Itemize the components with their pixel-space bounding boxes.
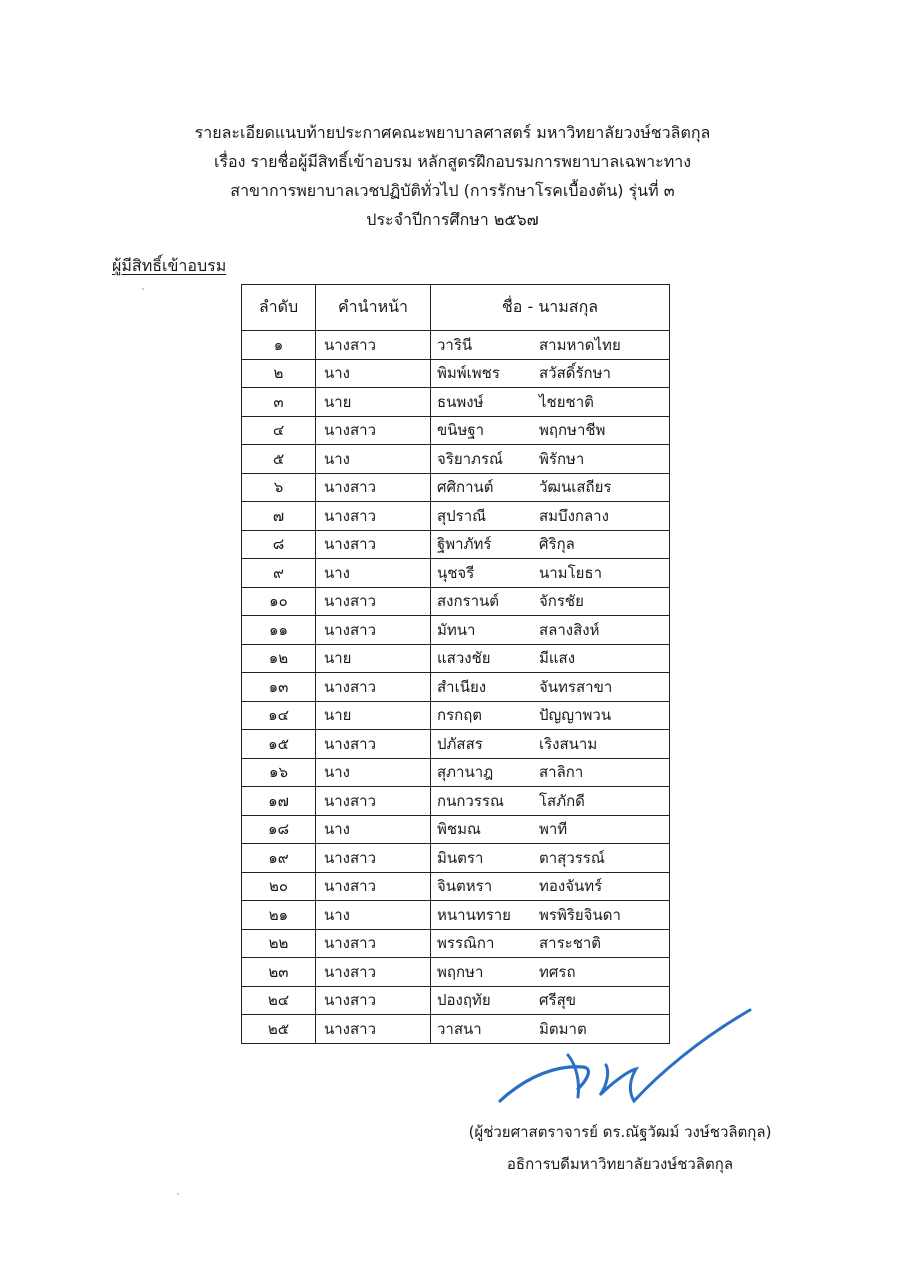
- table-row: [242, 958, 670, 987]
- row-last-name: สมบึงกลาง: [539, 506, 609, 525]
- row-first-name: กนกวรรณ: [437, 791, 504, 810]
- row-title: นางสาว: [316, 872, 431, 901]
- row-number: ๒๐: [242, 872, 316, 901]
- row-last-name: มิตมาต: [539, 1019, 587, 1038]
- row-title: นาง: [316, 758, 431, 787]
- row-first-name: พิมพ์เพชร: [437, 364, 500, 383]
- row-first-name: มินตรา: [437, 848, 484, 867]
- table-row: [242, 644, 670, 673]
- row-title: นางสาว: [316, 673, 431, 702]
- table-row: [242, 730, 670, 759]
- row-number: ๑๗: [242, 787, 316, 816]
- table-row: [242, 901, 670, 930]
- row-last-name: เริงสนาม: [539, 734, 598, 753]
- table-row: [242, 473, 670, 502]
- row-last-name: ศรีสุข: [539, 991, 576, 1010]
- table-row: [242, 388, 670, 417]
- row-number: ๒๒: [242, 929, 316, 958]
- row-full-name: [431, 359, 670, 388]
- row-last-name: วัฒนเสถียร: [539, 478, 612, 497]
- row-number: ๑๖: [242, 758, 316, 787]
- table-row: [242, 673, 670, 702]
- column-header-no: ลำดับ: [242, 285, 316, 331]
- header-line-4: ประจำปีการศึกษา ๒๕๖๗: [366, 210, 539, 229]
- row-last-name: ปัญญาพวน: [539, 706, 612, 725]
- row-title: นางสาว: [316, 730, 431, 759]
- table-row: [242, 331, 670, 360]
- table-row: [242, 587, 670, 616]
- row-full-name: [431, 901, 670, 930]
- row-first-name: สุภานาฎ: [437, 763, 494, 782]
- row-first-name: พิชมณ: [437, 820, 481, 839]
- row-number: ๑๕: [242, 730, 316, 759]
- row-first-name: สงกรานต์: [437, 592, 500, 611]
- row-number: ๕: [242, 445, 316, 474]
- table-body: [242, 331, 670, 1044]
- table-row: [242, 929, 670, 958]
- table-row: [242, 416, 670, 445]
- row-number: ๑๐: [242, 587, 316, 616]
- row-last-name: มีแสง: [539, 649, 576, 668]
- table-header-row: [242, 285, 670, 331]
- row-first-name: วาสนา: [437, 1019, 482, 1038]
- row-number: ๖: [242, 473, 316, 502]
- table-row: [242, 701, 670, 730]
- row-last-name: ศิริกุล: [539, 535, 575, 554]
- table-row: [242, 502, 670, 531]
- table-row: [242, 815, 670, 844]
- row-last-name: สลางสิงห์: [539, 620, 600, 639]
- row-full-name: [431, 416, 670, 445]
- row-full-name: [431, 616, 670, 645]
- row-last-name: สวัสดิ์รักษา: [539, 364, 611, 383]
- signatory-position: อธิการบดีมหาวิทยาลัยวงษ์ชวลิตกุล: [506, 1155, 734, 1173]
- row-number: ๑๘: [242, 815, 316, 844]
- row-number: ๓: [242, 388, 316, 417]
- row-full-name: [431, 929, 670, 958]
- row-title: นางสาว: [316, 530, 431, 559]
- row-last-name: ทองจันทร์: [539, 877, 603, 896]
- row-first-name: สำเนียง: [437, 677, 487, 696]
- signatory-name: (ผู้ช่วยศาสตราจารย์ ดร.ณัฐวัฒม์ วงษ์ชวลิตกุล): [468, 1123, 772, 1141]
- scan-speck: [142, 288, 144, 290]
- row-number: ๒๔: [242, 986, 316, 1015]
- column-header-name: ชื่อ - นามสกุล: [431, 285, 670, 331]
- row-full-name: [431, 815, 670, 844]
- row-first-name: ศศิกานต์: [437, 478, 494, 497]
- row-last-name: โสภักดี: [539, 791, 585, 810]
- table-row: [242, 872, 670, 901]
- table-row: [242, 758, 670, 787]
- participant-table: [241, 284, 670, 1044]
- row-last-name: สาลิกา: [539, 763, 584, 782]
- header-line-2: เรื่อง รายชื่อผู้มีสิทธิ์เข้าอบรม หลักสูตรฝึกอบรมการพยาบาลเฉพาะทาง: [213, 152, 692, 171]
- row-first-name: ปองฤทัย: [437, 991, 491, 1010]
- row-number: ๒๓: [242, 958, 316, 987]
- row-last-name: พรพิริยจินดา: [539, 905, 621, 924]
- row-number: ๑๙: [242, 844, 316, 873]
- header-line-3: สาขาการพยาบาลเวชปฏิบัติทั่วไป (การรักษาโรคเบื้องต้น) รุ่นที่ ๓: [230, 181, 675, 200]
- section-title: ผู้มีสิทธิ์เข้าอบรม: [112, 256, 227, 275]
- row-title: นางสาว: [316, 929, 431, 958]
- row-last-name: ตาสุวรรณ์: [539, 848, 605, 867]
- header-line-1: รายละเอียดแนบท้ายประกาศคณะพยาบาลศาสตร์ มหาวิทยาลัยวงษ์ชวลิตกุล: [194, 123, 711, 142]
- row-number: ๑๓: [242, 673, 316, 702]
- row-title: นางสาว: [316, 958, 431, 987]
- row-title: นางสาว: [316, 787, 431, 816]
- table-row: [242, 559, 670, 588]
- row-number: ๘: [242, 530, 316, 559]
- row-first-name: ปภัสสร: [437, 734, 483, 753]
- row-full-name: [431, 644, 670, 673]
- row-title: นาง: [316, 815, 431, 844]
- table-row: [242, 445, 670, 474]
- row-first-name: หนานทราย: [437, 905, 511, 924]
- row-full-name: [431, 473, 670, 502]
- row-first-name: นุชจรี: [437, 563, 475, 582]
- row-title: นาย: [316, 701, 431, 730]
- row-last-name: นามโยธา: [539, 563, 602, 582]
- row-full-name: [431, 587, 670, 616]
- row-first-name: จินตหรา: [437, 877, 493, 896]
- row-number: ๒: [242, 359, 316, 388]
- row-last-name: ทศรถ: [539, 962, 576, 981]
- row-full-name: [431, 445, 670, 474]
- row-title: นาง: [316, 445, 431, 474]
- row-title: นางสาว: [316, 986, 431, 1015]
- document-header: [60, 118, 845, 234]
- row-title: นางสาว: [316, 616, 431, 645]
- row-title: นางสาว: [316, 1015, 431, 1044]
- row-number: ๔: [242, 416, 316, 445]
- row-full-name: [431, 559, 670, 588]
- column-header-title: คำนำหน้า: [316, 285, 431, 331]
- row-number: ๑๑: [242, 616, 316, 645]
- row-full-name: [431, 502, 670, 531]
- row-full-name: [431, 730, 670, 759]
- row-first-name: สุปราณี: [437, 506, 487, 525]
- row-full-name: [431, 787, 670, 816]
- row-number: ๗: [242, 502, 316, 531]
- row-title: นางสาว: [316, 844, 431, 873]
- row-full-name: [431, 331, 670, 360]
- row-title: นาง: [316, 359, 431, 388]
- row-title: นางสาว: [316, 587, 431, 616]
- row-full-name: [431, 701, 670, 730]
- row-title: นาย: [316, 644, 431, 673]
- row-title: นาง: [316, 901, 431, 930]
- scan-speck: [177, 1193, 179, 1195]
- row-last-name: จันทรสาขา: [539, 677, 613, 696]
- row-first-name: ขนิษฐา: [437, 421, 485, 440]
- row-title: นาย: [316, 388, 431, 417]
- table-row: [242, 530, 670, 559]
- row-full-name: [431, 844, 670, 873]
- row-first-name: พรรณิกา: [437, 934, 495, 953]
- row-last-name: จักรชัย: [539, 592, 584, 611]
- row-first-name: จริยาภรณ์: [437, 449, 503, 468]
- row-number: ๑: [242, 331, 316, 360]
- row-title: นางสาว: [316, 502, 431, 531]
- row-last-name: ไชยชาติ: [539, 392, 594, 411]
- row-first-name: กรกฤต: [437, 706, 483, 725]
- table-row: [242, 787, 670, 816]
- row-number: ๒๑: [242, 901, 316, 930]
- row-full-name: [431, 530, 670, 559]
- row-title: นางสาว: [316, 331, 431, 360]
- row-last-name: พฤกษาชีพ: [539, 421, 606, 440]
- row-first-name: มัทนา: [437, 620, 476, 639]
- row-full-name: [431, 958, 670, 987]
- row-first-name: ธนพงษ์: [437, 392, 484, 411]
- table-row: [242, 359, 670, 388]
- row-last-name: สาระชาติ: [539, 934, 602, 953]
- row-full-name: [431, 758, 670, 787]
- row-first-name: วารินี: [437, 335, 473, 354]
- row-number: ๑๔: [242, 701, 316, 730]
- row-title: นางสาว: [316, 416, 431, 445]
- row-last-name: พาที: [539, 820, 568, 839]
- row-number: ๑๒: [242, 644, 316, 673]
- row-full-name: [431, 673, 670, 702]
- table-row: [242, 616, 670, 645]
- table-row: [242, 844, 670, 873]
- row-full-name: [431, 872, 670, 901]
- row-title: นางสาว: [316, 473, 431, 502]
- row-title: นาง: [316, 559, 431, 588]
- row-first-name: พฤกษา: [437, 962, 484, 981]
- row-full-name: [431, 388, 670, 417]
- row-number: ๒๕: [242, 1015, 316, 1044]
- row-first-name: แสวงชัย: [437, 649, 491, 668]
- row-first-name: ฐิพาภัทร์: [437, 535, 492, 554]
- row-last-name: พิรักษา: [539, 449, 585, 468]
- signature-icon: [488, 1005, 758, 1115]
- row-number: ๙: [242, 559, 316, 588]
- row-last-name: สามหาดไทย: [539, 335, 621, 354]
